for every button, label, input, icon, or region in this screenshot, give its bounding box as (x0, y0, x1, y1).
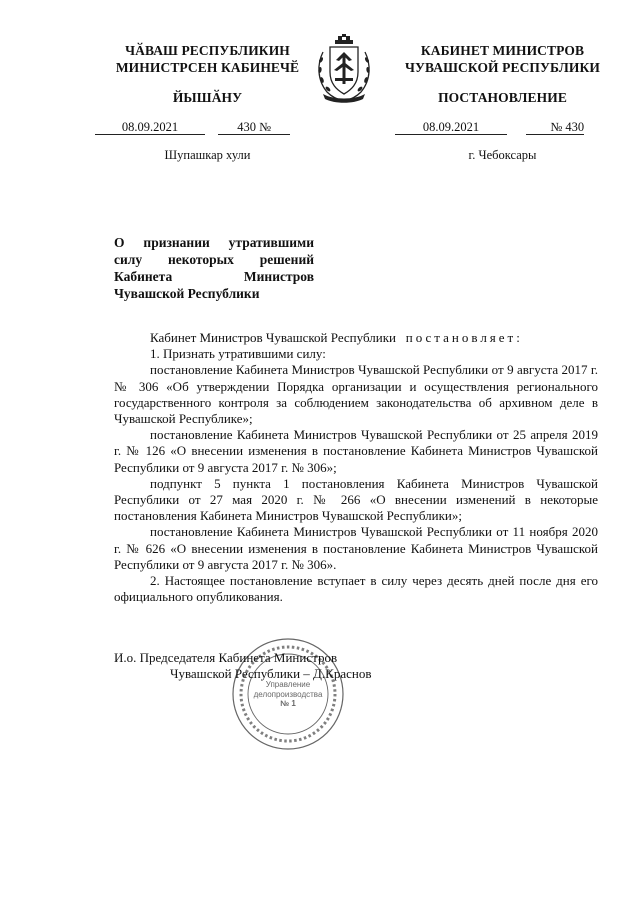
left-org-name (95, 42, 320, 76)
right-date-number-row (395, 120, 620, 135)
right-city: г. Чебоксары (468, 148, 537, 162)
intro-prefix: Кабинет Министров Чувашской Республики (150, 330, 396, 345)
signature-line1: И.о. Председателя Кабинета Министров (114, 650, 338, 665)
paragraph-2: постановление Кабинета Министров Чувашской Республики от 9 августа 2017 г. № 306 «Об утверждении Порядка организации и осуществления регионального государственного контроля за соблюдением законодательства об архивном деле в Чувашской Республике»; (114, 362, 598, 427)
right-number: № 430 (526, 120, 584, 135)
stamp-center-text (244, 680, 332, 709)
right-org-line2: ЧУВАШСКОЙ РЕСПУБЛИКИ (405, 60, 600, 75)
stamp-line2: делопроизводства (253, 689, 323, 699)
right-org-name (385, 42, 620, 76)
document-subject: О признании утратившими силу некоторых решений Кабинета Министров Чувашской Республики (114, 235, 314, 301)
intro-verb: постановляет: (405, 330, 523, 345)
left-city: Шупашкар хули (164, 148, 251, 162)
left-org-line2: МИНИСТРСЕН КАБИНЕЧӖ (115, 60, 300, 75)
paragraph-6: 2. Настоящее постановление вступает в силу через десять дней после дня его официального опубликования. (114, 573, 598, 605)
right-doc-type: ПОСТАНОВЛЕНИЕ (438, 90, 567, 105)
signature-line2: Чувашской Республики – Д.Краснов (170, 666, 372, 681)
paragraph-3: постановление Кабинета Министров Чувашской Республики от 25 апреля 2019 г. № 126 «О внесении изменения в постановление Кабинета Министров Чувашской Республики от 9 августа 2017 г. № 306»; (114, 427, 598, 475)
left-date-number-row (95, 120, 320, 135)
chuvash-coat-of-arms-icon (313, 34, 375, 104)
left-date: 08.09.2021 (95, 120, 205, 135)
stamp-line1: Управление (265, 680, 311, 689)
right-org-line1: КАБИНЕТ МИНИСТРОВ (420, 43, 585, 58)
paragraph-5: постановление Кабинета Министров Чувашской Республики от 11 ноября 2020 г. № 626 «О внесении изменения в постановление Кабинета Министров Чувашской Республики от 9 августа 2017 г. № 306». (114, 524, 598, 572)
stamp-line3: № 1 (280, 699, 296, 708)
document-body (114, 330, 598, 605)
left-org-line1: ЧӐВАШ РЕСПУБЛИКИН (125, 43, 290, 58)
left-number: 430 № (218, 120, 290, 135)
paragraph-1: 1. Признать утратившими силу: (150, 346, 326, 362)
intro-paragraph (114, 330, 598, 346)
left-doc-type: ЙЫШӐНУ (172, 90, 243, 105)
paragraph-4: подпункт 5 пункта 1 постановления Кабинета Министров Чувашской Республики от 27 мая 2020 г. № 266 «О внесении изменений в некоторые постановления Кабинета Министров Чувашской Республики»; (114, 475, 598, 524)
right-date: 08.09.2021 (395, 120, 507, 135)
